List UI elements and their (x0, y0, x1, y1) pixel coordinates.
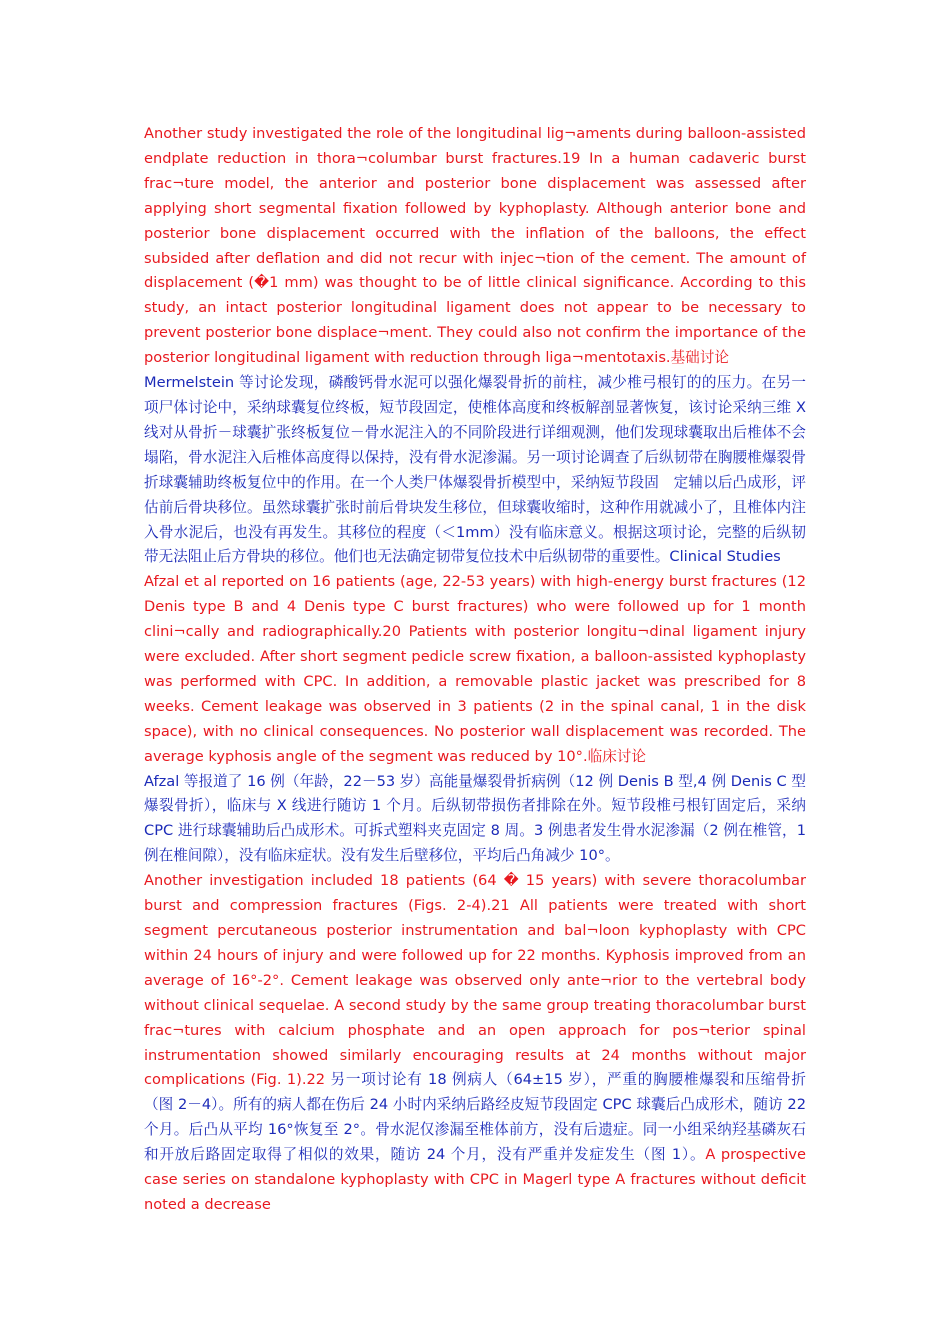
section-heading-clinical-discussion: 临床讨论 (587, 747, 646, 765)
paragraph-mixed-investigation (144, 869, 806, 1218)
paragraph-text: Afzal et al reported on 16 patients (age, 22-53 years) with high-energy burst fractures (12 Denis type B and 4 Denis type C burst fractures) who were followed up for 1 month clini¬cally and radiographically.20 Patients with posterior longitu¬dinal ligament injury were excluded. After short segment pedicle screw fixation, a balloon-assisted kyphoplasty was performed with CPC. In addition, a removable plastic jacket was prescribed for 8 weeks. Cement leakage was observed in 3 patients (2 in the spinal canal, 1 in the disk space), with no clinical consequences. No posterior wall displacement was recorded. The average kyphosis angle of the segment was reduced by 10°. (144, 573, 806, 765)
paragraph-en-afzal (144, 570, 806, 769)
paragraph-text-en-tail: A prospective case series on standalone kyphoplasty with CPC in Magerl type A fractures without deficit noted a decrease (144, 1146, 806, 1213)
paragraph-text: Mermelstein 等讨论发现，磷酸钙骨水泥可以强化爆裂骨折的前柱，减少椎弓根钉的的压力。在另一项尸体讨论中，采纳球囊复位终板，短节段固定，使椎体高度和终板解剖显著恢复，该讨论采纳三维 X 线对从骨折－球囊扩张终板复位－骨水泥注入的不同阶段进行详细观测，他们发现球囊取出后椎体不会塌陷，骨水泥注入后椎体高度得以保持，没有骨水泥渗漏。另一项讨论调查了后纵韧带在胸腰椎爆裂骨折球囊辅助终板复位中的作用。在一个人类尸体爆裂骨折模型中，采纳短节段固 定辅以后凸成形，评估前后骨块移位。虽然球囊扩张时前后骨块发生移位，但球囊收缩时，这种作用就减小了，且椎体内注入骨水泥后，也没有再发生。其移位的程度（＜1mm）没有临床意义。根据这项讨论，完整的后纵韧带无法阻止后方骨块的移位。他们也无法确定韧带复位技术中后纵韧带的重要性。 (144, 374, 806, 566)
paragraph-en-basic-study (144, 122, 806, 371)
paragraph-zh-afzal (144, 770, 806, 870)
paragraph-text: Another study investigated the role of the longitudinal lig¬aments during balloon-assisted endplate reduction in thora¬columbar burst fractures.19 In a human cadaveric burst frac¬ture model, the anterior and posterior bone displacement was assessed after applying short segmental fixation followed by kyphoplasty. Although anterior bone and posterior bone displacement occurred with the inflation of the balloons, the effect subsided after deflation and did not recur with injec¬tion of the cement. The amount of displacement (�1 mm) was thought to be of little clinical significance. According to this study, an intact posterior longitudinal ligament does not appear to be necessary to prevent posterior bone displace¬ment. They could also not confirm the importance of the posterior longitudinal ligament with reduction through liga¬mentotaxis. (144, 125, 806, 367)
section-heading-basic-discussion: 基础讨论 (670, 349, 729, 367)
document-page (144, 122, 806, 1218)
paragraph-text-zh: 另一项讨论有 18 例病人（64±15 岁），严重的胸腰椎爆裂和压缩骨折（图 2－4）。所有的病人都在伤后 24 小时内采纳后路经皮短节段固定 CPC 球囊后凸成形术，随访 22 个月。后凸从平均 16°恢复至 2°。骨水泥仅渗漏至椎体前方，没有后遗症。同一小组采纳羟基磷灰石和开放后路固定取得了相似的效果，随访 24 个月，没有严重并发症发生（图 1）。 (144, 1071, 807, 1164)
paragraph-text: Afzal 等报道了 16 例（年龄，22－53 岁）高能量爆裂骨折病例（12 例 Denis B 型,4 例 Denis C 型爆裂骨折），临床与 X 线进行随访 1 个月。后纵韧带损伤者排除在外。短节段椎弓根钉固定后，采纳 CPC 进行球囊辅助后凸成形术。可拆式塑料夹克固定 8 周。3 例患者发生骨水泥渗漏（2 例在椎管，1 例在椎间隙），没有临床症状。没有发生后壁移位，平均后凸角减少 10°。 (144, 772, 806, 865)
paragraph-text-en: Another investigation included 18 patients (64 � 15 years) with severe thoracolumbar burst and compression fractures (Figs. 2-4).21 All patients were treated with short segment percutaneous posterior instrumentation and bal¬loon kyphoplasty with CPC within 24 hours of injury and were followed up for 22 months. Kyphosis improved from an average of 16°-2°. Cement leakage was observed only ante¬rior to the vertebral body without clinical sequelae. A second study by the same group treating thoracolumbar burst frac¬tures with calcium phosphate and an open approach for pos¬terior spinal instrumentation showed similarly encouraging results at 24 months without major complications (Fig. 1).22 (144, 872, 806, 1089)
section-heading-clinical-studies: Clinical Studies (669, 548, 781, 566)
paragraph-zh-basic-study (144, 371, 806, 570)
